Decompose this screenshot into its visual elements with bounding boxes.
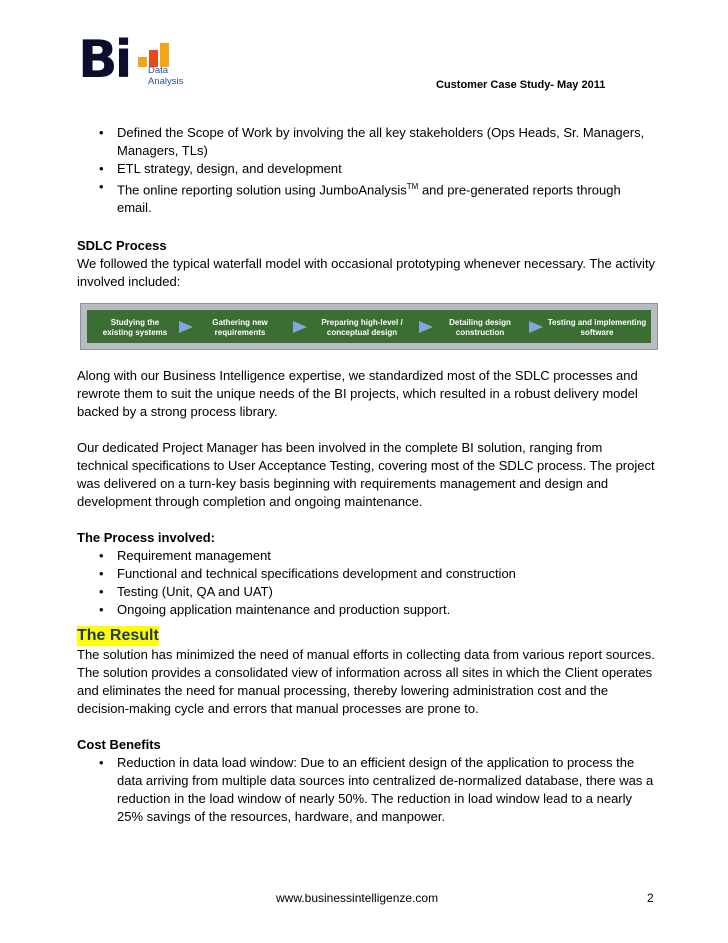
arrow-right-icon	[179, 321, 193, 333]
cost-benefits-heading: Cost Benefits	[77, 737, 161, 753]
list-item	[77, 178, 657, 217]
jumbo-text-before: The online reporting solution using JumboAnalysis	[117, 182, 407, 198]
list-item: • Ongoing application maintenance and production support.	[77, 601, 657, 619]
trademark-sup: TM	[406, 182, 419, 191]
logo-bars-icon	[138, 43, 188, 67]
header-title: Customer Case Study- May 2011	[436, 79, 606, 91]
arrow-right-icon	[293, 321, 307, 333]
sdlc-text: We followed the typical waterfall model with occasional prototyping whenever necessary. The activity involved included:	[77, 256, 656, 290]
process-involved-heading: The Process involved:	[77, 530, 215, 546]
logo-letters: Bi	[78, 30, 130, 90]
logo-sub-line1: Data	[148, 65, 169, 76]
logo-sub-line2: Analysis	[148, 76, 184, 87]
page-number: 2	[647, 891, 654, 905]
list-item: • Requirement management	[77, 547, 657, 565]
arrow-right-icon	[529, 321, 543, 333]
paragraph-bi-expertise: Along with our Business Intelligence expertise, we standardized most of the SDLC processes and rewrote them to suit the unique needs of the BI projects, which resulted in a robust delivery model backed by a strong process library.	[77, 368, 638, 420]
result-heading: The Result	[77, 627, 159, 645]
page-content	[77, 124, 657, 826]
process-involved-list	[77, 547, 657, 619]
list-item: • Reduction in data load window: Due to an efficient design of the application to process the data arriving from multiple data sources into centralized de-normalized database, there was a reduction in the load window of nearly 50%. The reduction in load window lead to a nearly 25% savings of the resources, hardware, and manpower.	[77, 754, 657, 826]
arrow-right-icon	[419, 321, 433, 333]
list-item: • Defined the Scope of Work by involving the all key stakeholders (Ops Heads, Sr. Managers, Managers, TLs)	[77, 124, 657, 160]
cost-benefits-list	[77, 754, 657, 826]
process-step-2: Gathering new requirements	[212, 318, 268, 338]
footer-url: www.businessintelligenze.com	[276, 891, 439, 905]
paragraph-project-manager: Our dedicated Project Manager has been involved in the complete BI solution, ranging from technical specifications to User Acceptance Testing, covering most of the SDLC process. The project was delivered on a turn-key basis beginning with requirements management and design and development through completion and ongoing maintenance.	[77, 440, 655, 510]
process-step-3: Preparing high-level / conceptual design	[321, 318, 403, 338]
process-step-4: Detailing design construction	[449, 318, 511, 338]
logo-subtitle	[148, 65, 183, 87]
process-step-1: Studying the existing systems	[102, 318, 168, 338]
company-logo	[78, 30, 198, 90]
list-item: • Functional and technical specifications development and construction	[77, 565, 657, 583]
process-step-5: Testing and implementing software	[547, 318, 647, 338]
sdlc-process-diagram	[80, 303, 658, 350]
list-item: • ETL strategy, design, and development	[77, 160, 657, 178]
intro-bullet-list	[77, 124, 657, 217]
result-text: The solution has minimized the need of manual efforts in collecting data from various report sources. The solution provides a consolidated view of information across all sites in which the Client operates and eliminates the need for manual processing, thereby lowering administration cost and the decision-making cycle and errors that manual processes are prone to.	[77, 647, 655, 717]
jumbo-text-after: and pre-generated reports through email.	[117, 182, 621, 216]
list-item: • Testing (Unit, QA and UAT)	[77, 583, 657, 601]
sdlc-heading: SDLC Process	[77, 238, 167, 254]
